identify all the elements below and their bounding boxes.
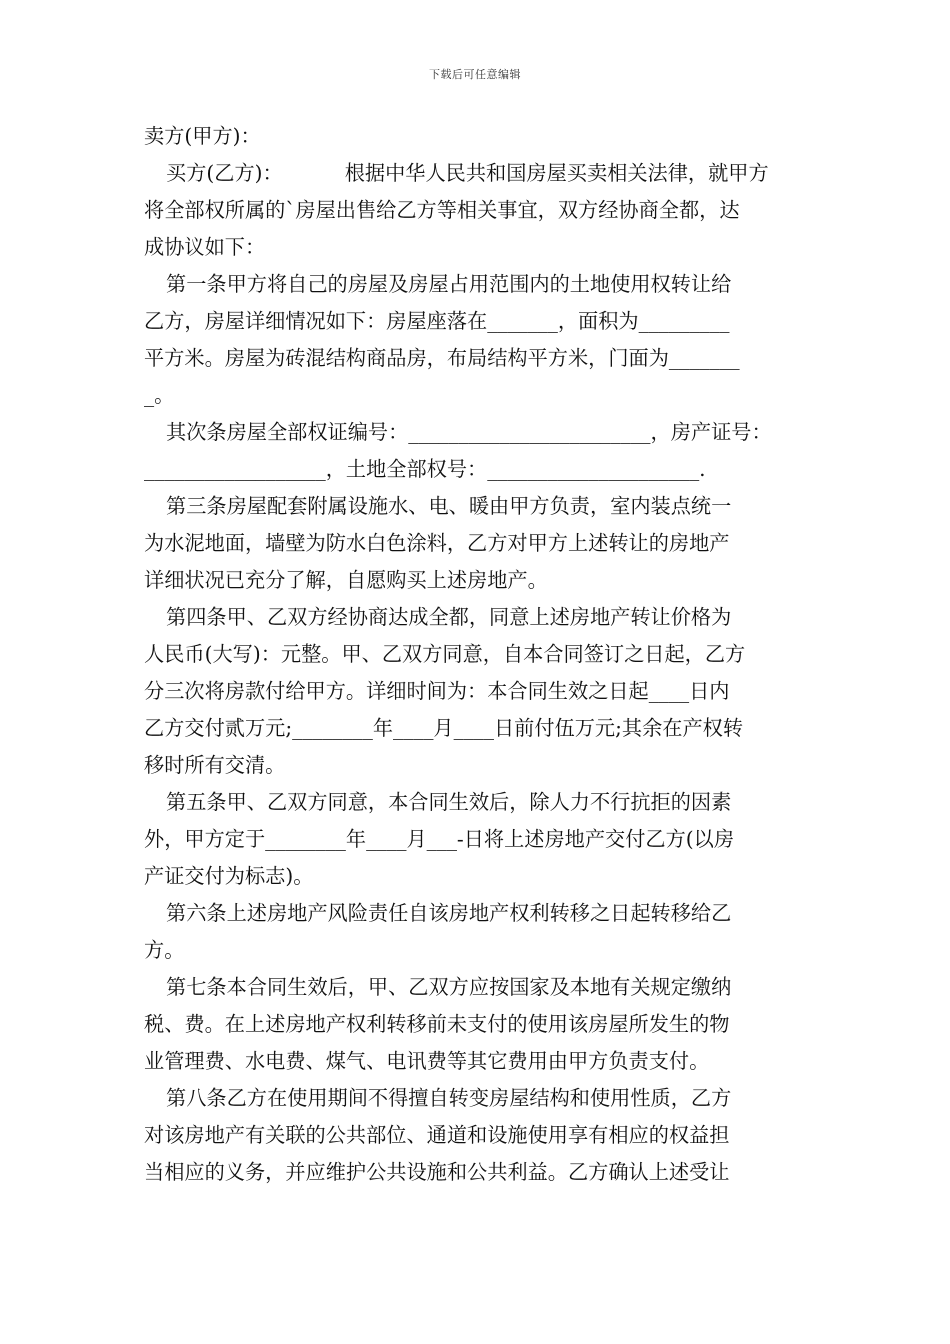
article-7-line: 第七条本合同生效后，甲、乙双方应按国家及本地有关规定缴纳 [166, 975, 732, 999]
seller-line: 卖方(甲方)： [144, 124, 261, 148]
page-header: 下载后可任意编辑 [429, 68, 521, 81]
paragraph-line: 方。 [144, 938, 185, 962]
article-3-line: 第三条房屋配套附属设施水、电、暖由甲方负责，室内装点统一 [166, 494, 732, 518]
paragraph-line: 人民币(大写)：元整。甲、乙双方同意，自本合同签订之日起，乙方 [144, 642, 746, 666]
preamble-start: 根据中华人民共和国房屋买卖相关法律，就甲方 [344, 161, 769, 185]
article-1-line: 第一条甲方将自己的房屋及房屋占用范围内的土地使用权转让给 [166, 272, 732, 296]
paragraph-line: 外，甲方定于________年____月___-日将上述房地产交付乙方(以房 [144, 827, 735, 851]
article-4-line: 第四条甲、乙双方经协商达成全都，同意上述房地产转让价格为 [166, 605, 732, 629]
paragraph-line: 为水泥地面，墙壁为防水白色涂料，乙方对甲方上述转让的房地产 [144, 531, 730, 555]
paragraph-line: 乙方交付贰万元;________年____月____日前付伍万元;其余在产权转 [144, 716, 744, 740]
paragraph-line: 分三次将房款付给甲方。详细时间为：本合同生效之日起____日内 [144, 679, 730, 703]
paragraph-line: 业管理费、水电费、煤气、电讯费等其它费用由甲方负责支付。 [144, 1049, 710, 1073]
paragraph-line: __________________，土地全部权号：_____________________. [144, 457, 706, 481]
paragraph-line: 平方米。房屋为砖混结构商品房，布局结构平方米，门面为_______ [144, 346, 740, 370]
article-6-line: 第六条上述房地产风险责任自该房地产权利转移之日起转移给乙 [166, 901, 732, 925]
paragraph-line: 产证交付为标志)。 [144, 864, 314, 888]
paragraph-line: 移时所有交清。 [144, 753, 286, 777]
buyer-line [144, 155, 808, 192]
buyer-label: 买方(乙方)： [166, 161, 283, 185]
paragraph-line: 将全部权所属的`房屋出售给乙方等相关事宜，双方经协商全都，达 [144, 198, 740, 222]
paragraph-line: 对该房地产有关联的公共部位、通道和设施使用享有相应的权益担 [144, 1123, 730, 1147]
paragraph-line: 当相应的义务，并应维护公共设施和公共利益。乙方确认上述受让 [144, 1160, 730, 1184]
article-2-line: 其次条房屋全部权证编号：________________________，房产证号： [166, 420, 772, 444]
paragraph-line: 成协议如下： [144, 235, 266, 259]
paragraph-line: 详细状况已充分了解，自愿购买上述房地产。 [144, 568, 548, 592]
article-5-line: 第五条甲、乙双方同意，本合同生效后，除人力不行抗拒的因素 [166, 790, 732, 814]
paragraph-line: 乙方，房屋详细情况如下：房屋座落在_______，面积为_________ [144, 309, 730, 333]
paragraph-line: _。 [144, 383, 175, 407]
article-8-line: 第八条乙方在使用期间不得擅自转变房屋结构和使用性质，乙方 [166, 1086, 732, 1110]
paragraph-line: 税、费。在上述房地产权利转移前未支付的使用该房屋所发生的物 [144, 1012, 730, 1036]
document-body [144, 118, 808, 1191]
